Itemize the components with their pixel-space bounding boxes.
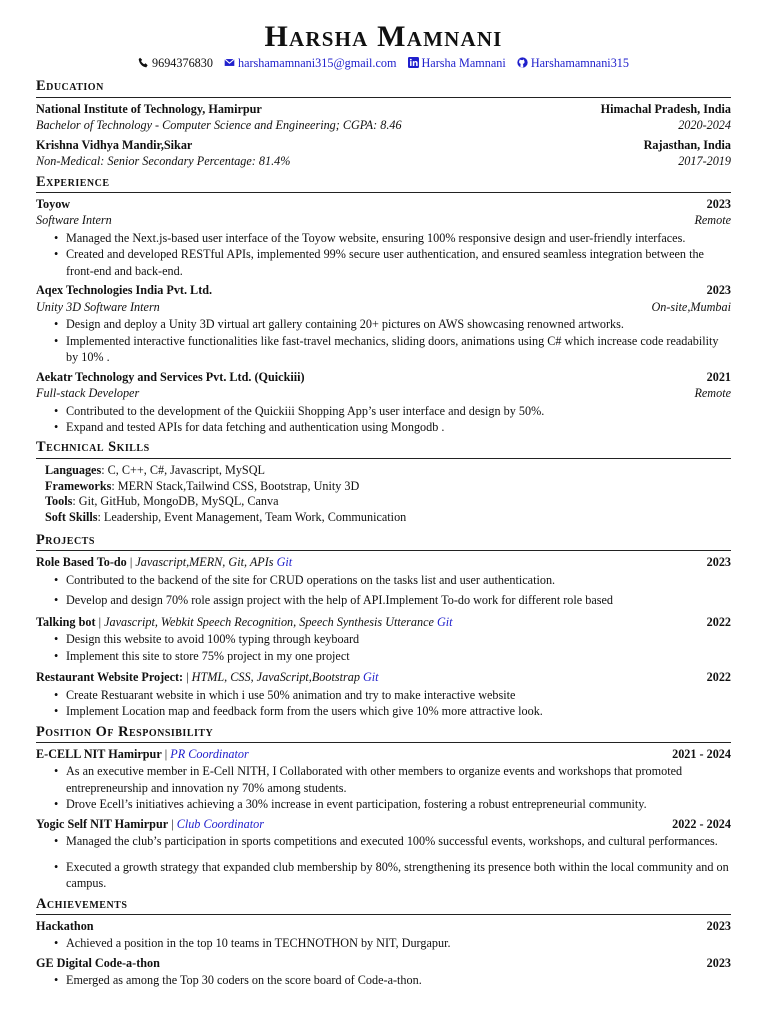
bullet-list [36,403,731,436]
contact-bar [36,55,731,71]
bullet-list [36,230,731,279]
bullet-item: • Implemented interactive functionalities like fast-travel mechanics, sliding doors, animations using C# which increase code readability by 10% . [66,333,731,366]
project-git-link[interactable]: Git [276,555,293,570]
bullet-item: • Design this website to avoid 100% typing through keyboard [66,631,731,647]
bullet-item: • Managed the club’s participation in sports competitions and executed 100% successful events, workshops, and cultural performances. [66,833,731,849]
bullet-list [36,687,731,720]
linkedin-icon [408,57,419,68]
company-name: Aqex Technologies India Pvt. Ltd. [36,283,213,298]
bullet-item: • Implement this site to store 75% project in my one project [66,648,731,664]
company-name: Toyow [36,196,71,211]
contact-linkedin[interactable] [408,56,509,70]
skill-label: Tools [45,494,73,509]
project-entry [36,554,731,608]
experience-year: 2021 [706,369,731,384]
bullet-item: • Design and deploy a Unity 3D virtual art gallery containing 20+ pictures on AWS showcasing renowned artworks. [66,316,731,332]
github-icon [517,57,528,68]
skill-label: Soft Skills [45,510,98,525]
contact-email[interactable] [224,56,400,70]
project-entry [36,669,731,719]
skills-list [36,463,731,526]
experience-year: 2023 [706,196,731,211]
school-name: Krishna Vidhya Mandir,Sikar [36,137,193,152]
contact-phone[interactable] [138,56,216,70]
bullet-list [36,972,731,988]
section-achievements-title: Achievements [36,896,731,915]
achievement-name: GE Digital Code-a-thon [36,955,160,970]
achievement-entry [36,955,731,989]
phone-number: 9694376830 [152,56,213,70]
job-location: On-site,Mumbai [651,299,731,314]
project-year: 2022 [706,614,731,629]
project-name: Talking bot [36,614,96,629]
org-dates: 2021 - 2024 [672,746,731,761]
project-tech: Javascript,MERN, Git, APIs [135,555,274,570]
project-year: 2022 [706,670,731,685]
achievement-entry [36,918,731,952]
responsibility-entry [36,746,731,813]
bullet-item: • Executed a growth strategy that expanded club membership by 80%, strengthening its presence both within the local community and on campus. [66,859,731,892]
section-responsibility-title: Position Of Responsibility [36,724,731,743]
project-git-link[interactable]: Git [436,614,453,629]
skill-value: : Git, GitHub, MongoDB, MySQL, Canva [72,494,279,509]
achievement-year: 2023 [706,955,731,970]
bullet-list [36,833,731,891]
skill-label: Frameworks [45,478,112,493]
bullet-item: • Drove Ecell’s initiatives achieving a 30% increase in event participation, fostering a robust entrepreneurial community. [66,796,731,812]
degree: Non-Medical: Senior Secondary Percentage: 81.4% [36,154,291,169]
education-dates: 2020-2024 [678,118,731,133]
bullet-item: • Implement Location map and feedback form from the users which give 10% more attractive look. [66,703,731,719]
school-location: Rajasthan, India [643,137,731,152]
bullet-item: • Create Restuarant website in which i use 50% animation and try to make interactive website [66,687,731,703]
org-role: Club Coordinator [176,816,264,831]
bullet-item: • Contributed to the backend of the site for CRUD operations on the tasks list and user authentication. [66,572,731,588]
experience-entry [36,196,731,279]
separator: | [126,555,136,570]
skill-label: Languages [45,462,102,477]
bullet-item: • Expand and tested APIs for data fetching and authentication using Mongodb . [66,419,731,435]
project-entry [36,614,731,664]
experience-year: 2023 [706,283,731,298]
achievement-name: Hackathon [36,919,94,933]
job-location: Remote [694,213,731,228]
bullet-list [36,935,731,951]
bullet-item: • As an executive member in E-Cell NITH, I Collaborated with other members to organize events and workshops that promoted entrepreneurship and innovation ny 70% among students. [66,763,731,796]
bullet-list [36,763,731,812]
skill-value: : MERN Stack,Tailwind CSS, Bootstrap, Unity 3D [111,478,360,493]
section-education-title: Education [36,78,731,97]
company-name: Aekatr Technology and Services Pvt. Ltd. (Quickiii) [36,369,305,384]
skill-value: : Leadership, Event Management, Team Work, Communication [97,510,407,525]
job-location: Remote [694,386,731,401]
project-tech: Javascript, Webkit Speech Recognition, Speech Synthesis Utterance [104,614,434,629]
org-dates: 2022 - 2024 [672,816,731,831]
job-role: Full-stack Developer [36,386,140,401]
org-role: PR Coordinator [170,746,249,761]
school-name: National Institute of Technology, Hamirpur [36,101,262,116]
bullet-item: • Achieved a position in the top 10 teams in TECHNOTHON by NIT, Durgapur. [66,935,731,951]
job-role: Software Intern [36,213,112,228]
project-git-link[interactable]: Git [362,670,379,685]
email-icon [224,57,235,68]
bullet-list [36,316,731,365]
bullet-item: • Contributed to the development of the Quickiii Shopping App’s user interface and design by 50%. [66,403,731,419]
section-projects-title: Projects [36,532,731,551]
skill-row [45,494,731,510]
contact-github[interactable] [517,56,629,70]
separator: | [183,670,192,685]
project-name: Restaurant Website Project: [36,670,184,685]
skill-row [45,463,731,479]
linkedin-link[interactable]: Harsha Mamnani [421,56,506,70]
bullet-item: • Managed the Next.js-based user interface of the Toyow website, ensuring 100% responsive design and user-friendly interfaces. [66,230,731,246]
separator: | [161,746,171,761]
bullet-item: • Emerged as among the Top 30 coders on the score board of Code-a-thon. [66,972,731,988]
job-role: Unity 3D Software Intern [36,299,160,314]
bullet-item: • Develop and design 70% role assign project with the help of API.Implement To-do work for different role based [66,592,731,608]
project-year: 2023 [706,555,731,570]
experience-entry [36,369,731,436]
org-name: Yogic Self NIT Hamirpur [36,816,169,831]
skill-row [45,510,731,526]
bullet-list [36,631,731,664]
responsibility-entry [36,816,731,892]
bullet-item: • Created and developed RESTful APIs, implemented 99% secure user authentication, and ensured seamless integration between the front-end and back-end. [66,246,731,279]
project-name: Role Based To-do [36,555,127,570]
skill-value: : C, C++, C#, Javascript, MySQL [101,462,265,477]
achievement-year: 2023 [706,919,731,933]
education-dates: 2017-2019 [678,154,731,169]
education-entry [36,137,731,170]
github-link[interactable]: Harshamamnani315 [530,56,629,70]
school-location: Himachal Pradesh, India [600,101,731,116]
org-name: E-CELL NIT Hamirpur [36,746,162,761]
separator: | [95,614,105,629]
email-link[interactable]: harshamamnani315@gmail.com [238,56,397,70]
phone-icon [138,57,149,68]
experience-entry [36,282,731,365]
separator: | [168,816,177,831]
project-tech: HTML, CSS, JavaScript,Bootstrap [191,670,360,685]
education-entry [36,101,731,134]
section-skills-title: Technical Skills [36,439,731,458]
skill-row [45,479,731,495]
degree: Bachelor of Technology - Computer Science and Engineering; CGPA: 8.46 [36,118,402,133]
candidate-name: Harsha Mamnani [264,20,503,53]
bullet-list [36,572,731,609]
section-experience-title: Experience [36,174,731,193]
